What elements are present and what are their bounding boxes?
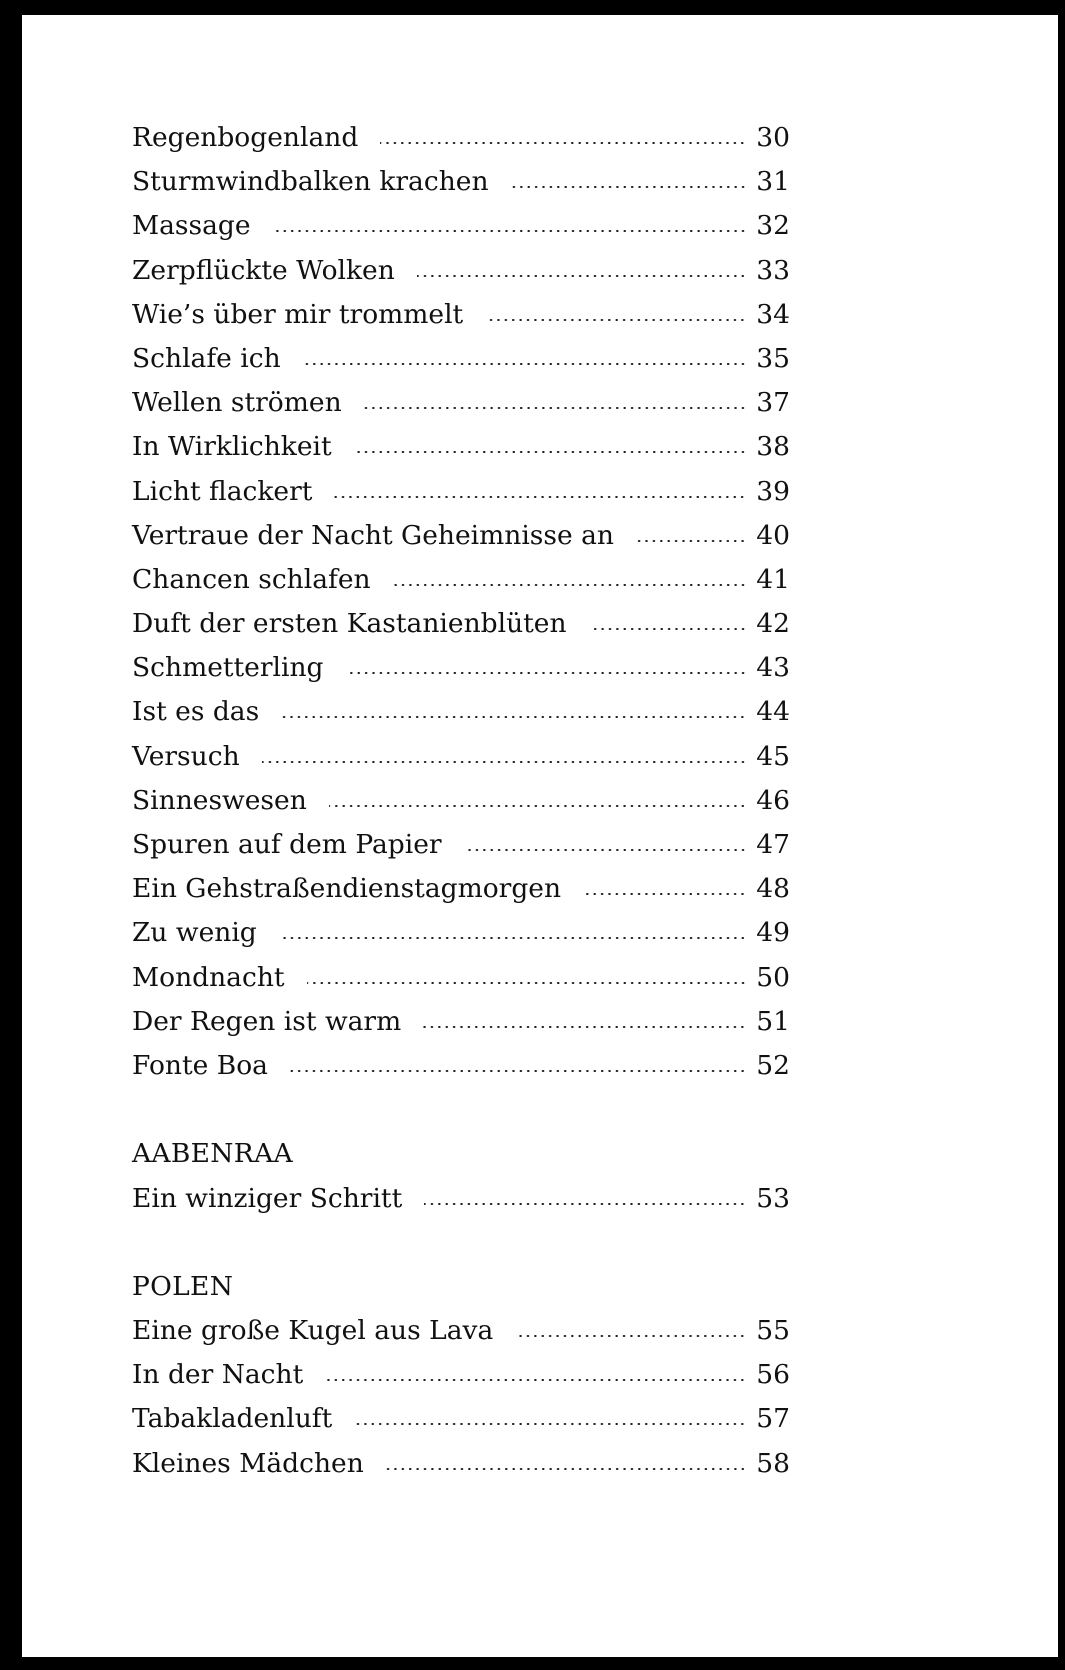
toc-entry xyxy=(132,470,790,514)
section-spacer xyxy=(132,1221,790,1265)
toc-entry-page-number: 33 xyxy=(756,254,790,286)
toc-entry xyxy=(132,514,790,558)
table-of-contents xyxy=(132,116,790,1486)
dot-leader xyxy=(423,1026,746,1028)
dot-leader xyxy=(464,849,747,851)
dot-leader xyxy=(354,1423,746,1425)
toc-entry xyxy=(132,1353,790,1397)
toc-entry-title: In Wirklichkeit xyxy=(132,431,332,463)
toc-entry-title: Sturmwindbalken krachen xyxy=(132,166,489,198)
toc-entry-page-number: 32 xyxy=(756,210,790,242)
dot-leader xyxy=(364,407,747,409)
toc-entry xyxy=(132,956,790,1000)
dot-leader xyxy=(290,1070,746,1072)
toc-entry xyxy=(132,779,790,823)
toc-entry-title: Zerpflückte Wolken xyxy=(132,254,395,286)
toc-entry-page-number: 44 xyxy=(756,696,790,728)
toc-entry-page-number: 41 xyxy=(756,563,790,595)
dot-leader xyxy=(307,982,747,984)
dot-leader xyxy=(386,1468,747,1470)
dot-leader xyxy=(583,893,746,895)
section-heading: AABENRAA xyxy=(132,1138,293,1170)
toc-entry-title: Schlafe ich xyxy=(132,342,281,374)
toc-entry-page-number: 40 xyxy=(756,519,790,551)
toc-entry-page-number: 52 xyxy=(756,1049,790,1081)
dot-leader xyxy=(515,1335,746,1337)
toc-entry-title: Fonte Boa xyxy=(132,1049,268,1081)
toc-entry-title: Wellen strömen xyxy=(132,387,342,419)
dot-leader xyxy=(380,142,746,144)
toc-entry-page-number: 42 xyxy=(756,608,790,640)
dot-leader xyxy=(354,451,747,453)
section-spacer xyxy=(132,1088,790,1132)
toc-entry xyxy=(132,867,790,911)
toc-entry-title: Licht flackert xyxy=(132,475,313,507)
toc-entry-page-number: 39 xyxy=(756,475,790,507)
toc-entry-title: Duft der ersten Kastanienblüten xyxy=(132,608,567,640)
dot-leader xyxy=(262,761,747,763)
dot-leader xyxy=(417,275,746,277)
dot-leader xyxy=(424,1203,746,1205)
dot-leader xyxy=(279,937,746,939)
toc-entry xyxy=(132,293,790,337)
dot-leader xyxy=(303,363,747,365)
toc-entry xyxy=(132,911,790,955)
toc-entry-title: Zu wenig xyxy=(132,917,257,949)
toc-entry-title: Spuren auf dem Papier xyxy=(132,829,442,860)
toc-entry-title: Ein winziger Schritt xyxy=(132,1182,403,1214)
toc-entry-title: Mondnacht xyxy=(132,961,285,993)
toc-entry-title: Tabakladenluft xyxy=(132,1403,333,1435)
toc-entry xyxy=(132,602,790,646)
toc-entry-page-number: 51 xyxy=(756,1005,790,1037)
toc-entry xyxy=(132,337,790,381)
toc-entry-page-number: 58 xyxy=(756,1447,790,1479)
dot-leader xyxy=(273,230,747,232)
toc-entry-page-number: 31 xyxy=(756,166,790,198)
toc-entry-title: In der Nacht xyxy=(132,1359,304,1391)
toc-entry-page-number: 35 xyxy=(756,342,790,374)
toc-entry xyxy=(132,690,790,734)
toc-entry-page-number: 48 xyxy=(756,873,790,905)
toc-entry-page-number: 49 xyxy=(756,917,790,949)
toc-entry-title: Eine große Kugel aus Lava xyxy=(132,1315,494,1347)
document-page xyxy=(22,15,1058,1657)
toc-entry-page-number: 30 xyxy=(756,122,790,153)
toc-entry-page-number: 56 xyxy=(756,1359,790,1391)
dot-leader xyxy=(325,1379,746,1381)
toc-entry xyxy=(132,160,790,204)
toc-entry-page-number: 43 xyxy=(756,652,790,684)
toc-entry-page-number: 46 xyxy=(756,784,790,816)
toc-entry xyxy=(132,1177,790,1221)
dot-leader xyxy=(511,186,747,188)
toc-entry-title: Chancen schlafen xyxy=(132,563,371,595)
dot-leader xyxy=(346,672,747,674)
toc-entry xyxy=(132,1309,790,1353)
toc-entry-page-number: 50 xyxy=(756,961,790,993)
toc-entry-page-number: 45 xyxy=(756,740,790,772)
toc-entry xyxy=(132,1397,790,1441)
toc-entry-title: Der Regen ist warm xyxy=(132,1005,402,1037)
toc-entry-title: Massage xyxy=(132,210,251,242)
toc-entry-title: Ein Gehstraßendienstagmorgen xyxy=(132,873,562,905)
toc-entry-page-number: 53 xyxy=(756,1182,790,1214)
dot-leader xyxy=(393,584,747,586)
toc-entry xyxy=(132,1442,790,1486)
toc-entry-title: Ist es das xyxy=(132,696,260,728)
toc-entry-title: Regenbogenland xyxy=(132,122,359,153)
toc-entry-page-number: 37 xyxy=(756,387,790,419)
toc-entry xyxy=(132,249,790,293)
toc-entry xyxy=(132,558,790,602)
dot-leader xyxy=(281,716,746,718)
toc-entry xyxy=(132,823,790,867)
dot-leader xyxy=(485,319,746,321)
toc-entry xyxy=(132,425,790,469)
toc-entry-page-number: 47 xyxy=(756,829,790,860)
toc-entry xyxy=(132,204,790,248)
toc-entry-title: Schmetterling xyxy=(132,652,324,684)
toc-entry-title: Kleines Mädchen xyxy=(132,1447,364,1479)
toc-entry xyxy=(132,381,790,425)
toc-entry-title: Vertraue der Nacht Geheimnisse an xyxy=(132,519,614,551)
toc-entry-title: Versuch xyxy=(132,740,240,772)
section-heading: POLEN xyxy=(132,1270,234,1302)
dot-leader xyxy=(334,496,746,498)
toc-entry xyxy=(132,116,790,160)
toc-entry xyxy=(132,1000,790,1044)
toc-entry-page-number: 57 xyxy=(756,1403,790,1435)
toc-entry-page-number: 55 xyxy=(756,1315,790,1347)
toc-entry-title: Sinneswesen xyxy=(132,784,307,816)
toc-entry-title: Wie’s über mir trommelt xyxy=(132,298,464,330)
dot-leader xyxy=(636,540,746,542)
dot-leader xyxy=(329,805,747,807)
toc-entry-page-number: 34 xyxy=(756,298,790,330)
toc-entry xyxy=(132,646,790,690)
dot-leader xyxy=(589,628,747,630)
toc-entry xyxy=(132,1044,790,1088)
toc-entry-page-number: 38 xyxy=(756,431,790,463)
toc-entry xyxy=(132,735,790,779)
